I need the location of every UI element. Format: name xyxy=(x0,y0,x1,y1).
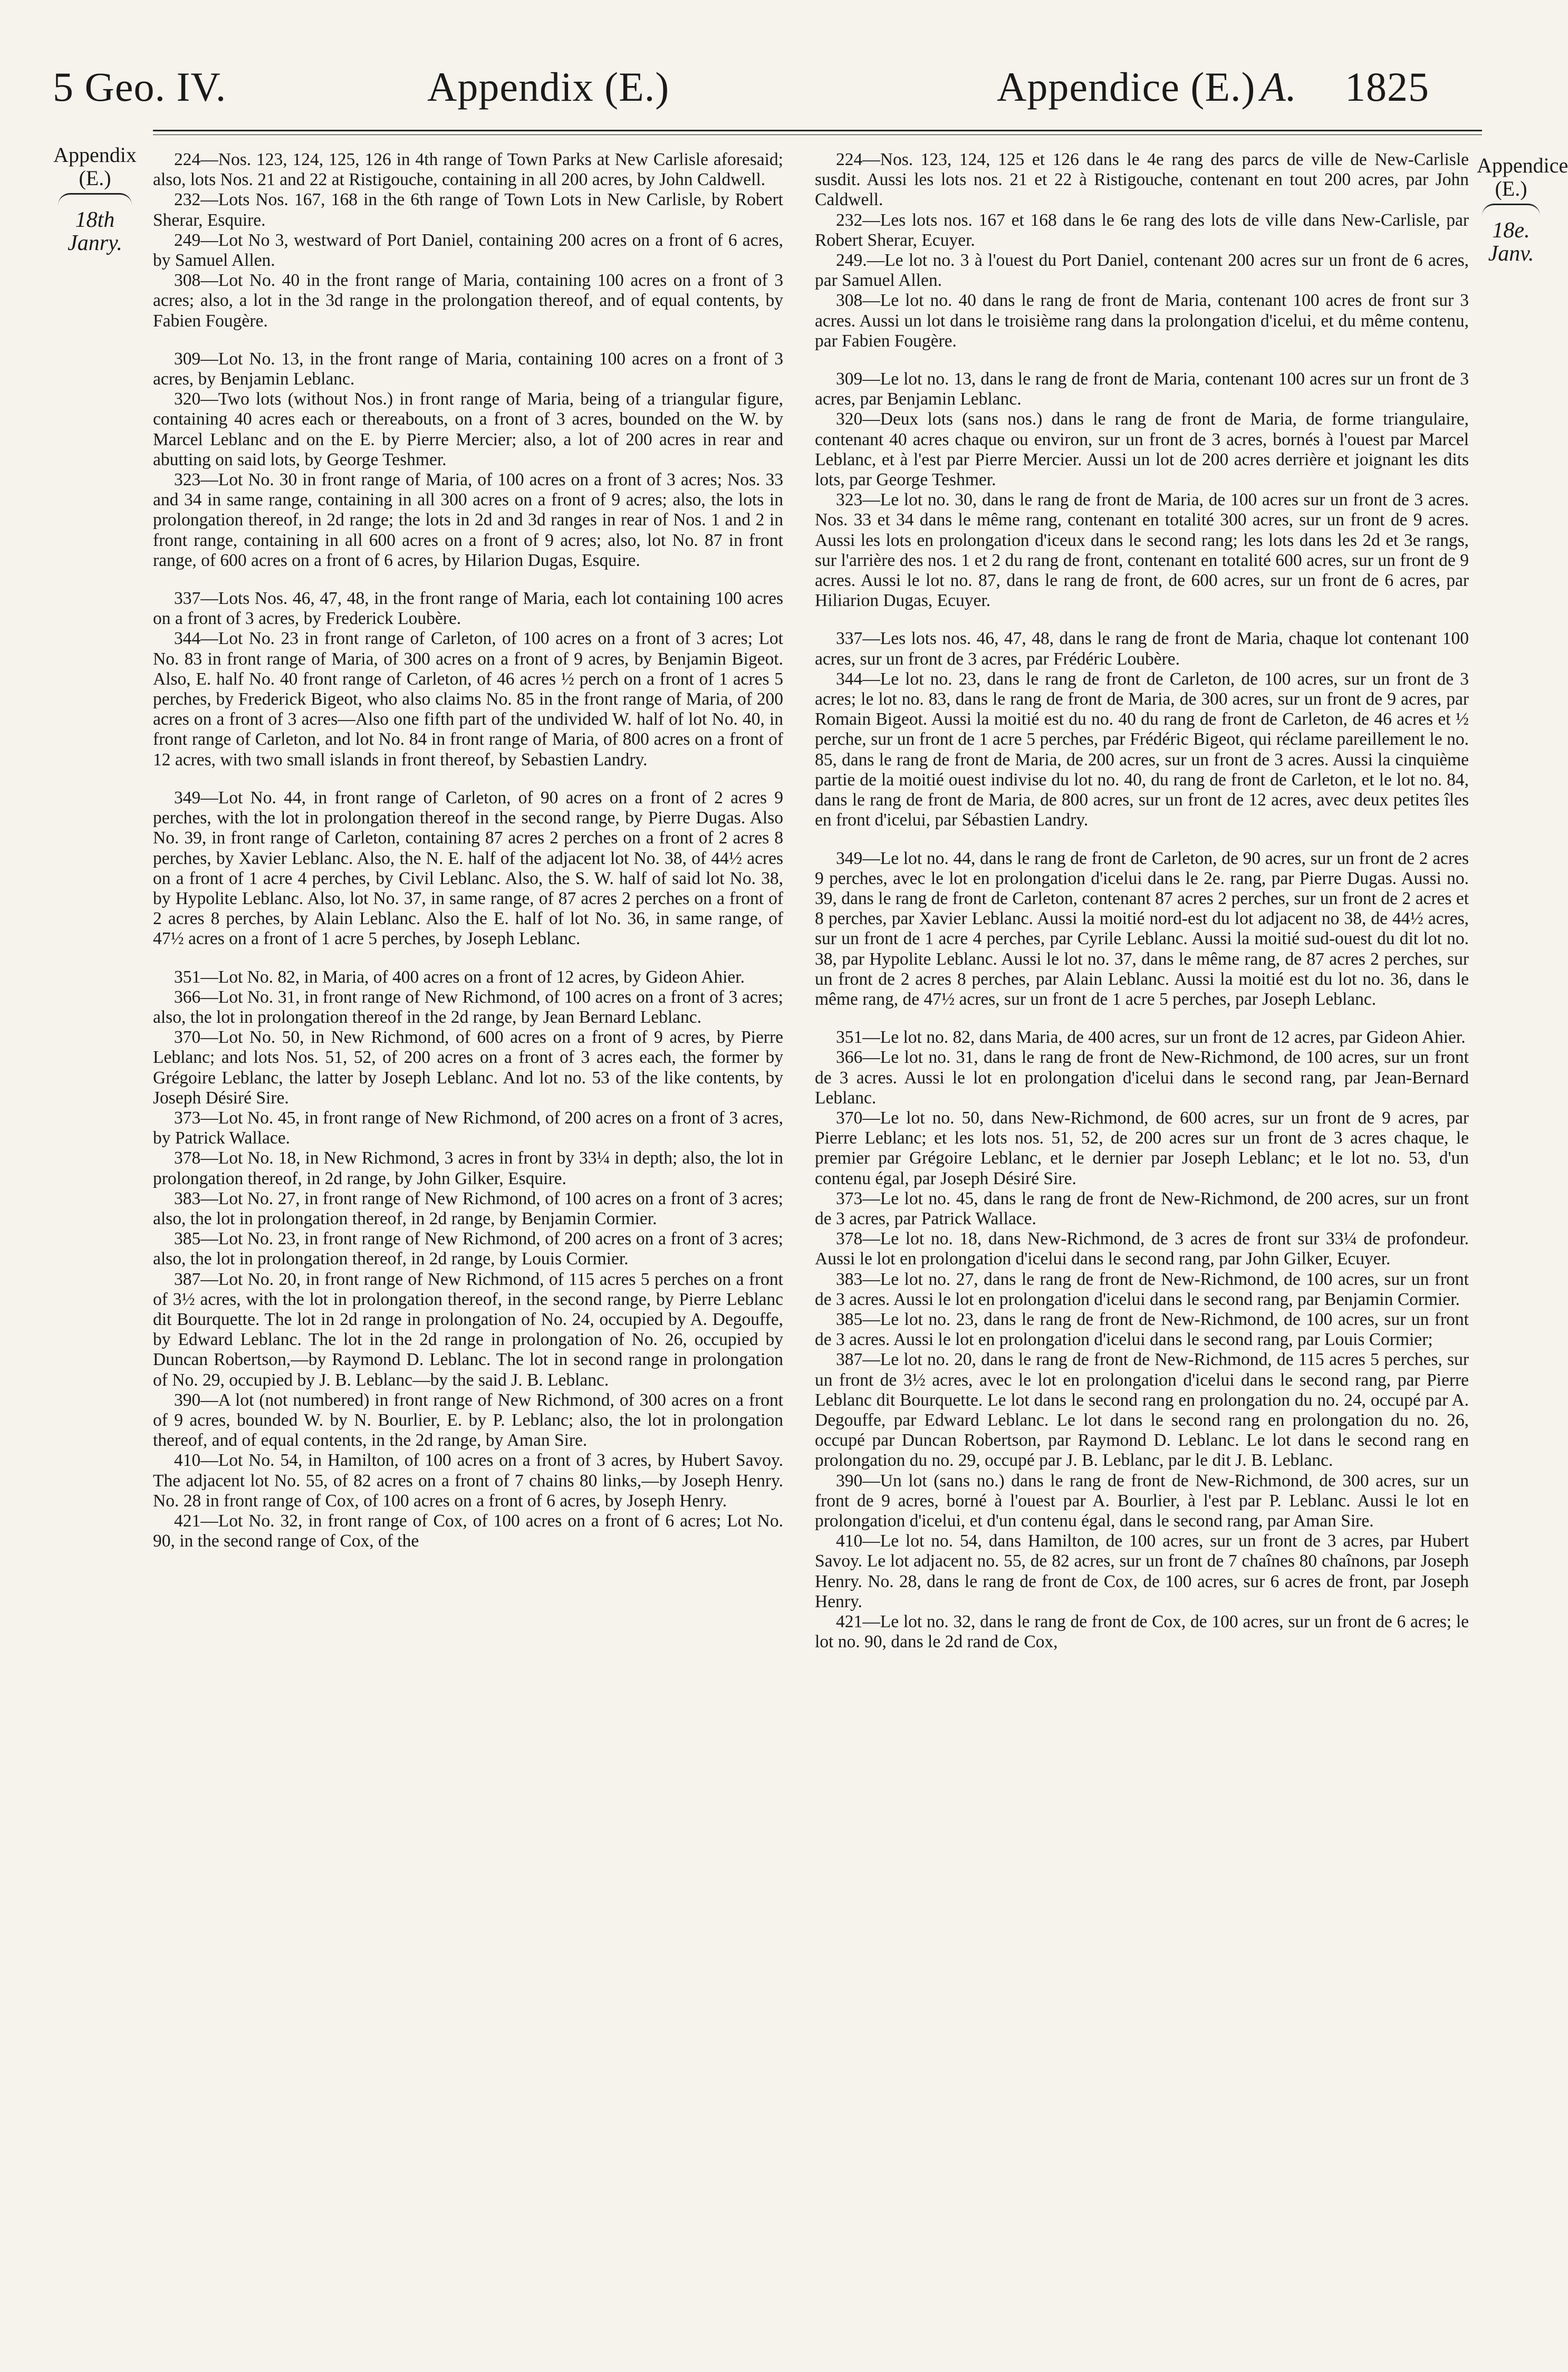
entry-paragraph: 370—Le lot no. 50, dans New-Richmond, de 600 acres, sur un front de 9 acres, par Pierre Leblanc; et les lots nos. 51, 52, de 200 acres sur un front de 3 acres chaque, le premier par Grégoire Leblanc, et le dernier par Joseph Leblanc; et le lot no. 53, d'un contenu égal, par Joseph Désiré Sire. xyxy=(815,1108,1469,1188)
entry-paragraph: 378—Le lot no. 18, dans New-Richmond, de 3 acres de front sur 33¼ de profondeur. Aussi le lot en prolongation d'icelui dans le second rang, par John Gilker, Ecuyer. xyxy=(815,1229,1469,1269)
header-appendix-en: Appendix (E.) xyxy=(427,64,670,110)
entry-paragraph: 378—Lot No. 18, in New Richmond, 3 acres in front by 33¼ in depth; also, the lot in prolongation thereof, in 2d range, by John Gilker, Esquire. xyxy=(153,1148,783,1188)
entry-paragraph: 383—Le lot no. 27, dans le rang de front de New-Richmond, de 100 acres, sur un front de 3 acres. Aussi le lot en prolongation d'icelui dans le second rang, par Benjamin Cormier. xyxy=(815,1269,1469,1309)
page-header xyxy=(47,63,1482,127)
entry-paragraph: 387—Lot No. 20, in front range of New Richmond, of 115 acres 5 perches on a front of 3½ acres, with the lot in prolongation thereof, in the second range, by Pierre Leblanc dit Bourquette. The lot in 2d range in prolongation of No. 24, occupied by A. Degouffe, by Edward Leblanc. The lot in the 2d range in prolongation of No. 26, occupied by Duncan Robertson,—by Raymond D. Leblanc. The lot in second range in prolongation of No. 29, occupied by J. B. Leblanc—by the said J. B. Leblanc. xyxy=(153,1269,783,1390)
entry-paragraph: 249.—Le lot no. 3 à l'ouest du Port Daniel, contenant 200 acres sur un front de 6 acres, par Samuel Allen. xyxy=(815,251,1469,291)
entry-paragraph: 366—Le lot no. 31, dans le rang de front de New-Richmond, de 100 acres, sur un front de 3 acres. Aussi le lot en prolongation d'icelui dans le second rang, par Jean-Bernard Leblanc. xyxy=(815,1048,1469,1108)
entry-paragraph: 323—Lot No. 30 in front range of Maria, of 100 acres on a front of 3 acres; Nos. 33 and 34 in same range, containing in all 300 acres on a front of 9 acres; also, the lots in prolongation thereof, in 2d range; the lots in 2d and 3d ranges in rear of Nos. 1 and 2 in front range, containing in all 600 acres on a front of 9 acres; also, lot No. 87 in front range, of 600 acres on a front of 6 acres, by Hilarion Dugas, Esquire. xyxy=(153,470,783,570)
entry-paragraph: 224—Nos. 123, 124, 125, 126 in 4th range of Town Parks at New Carlisle aforesaid; also, lots Nos. 21 and 22 at Ristigouche, containing in all 200 acres, by John Caldwell. xyxy=(153,150,783,190)
margin-note-left xyxy=(53,143,137,255)
entry-paragraph: 373—Le lot no. 45, dans le rang de front de New-Richmond, de 200 acres, sur un front de 3 acres, par Patrick Wallace. xyxy=(815,1188,1469,1228)
entry-paragraph: 366—Lot No. 31, in front range of New Richmond, of 100 acres on a front of 3 acres; also, the lot in prolongation thereof in the 2d range, by Jean Bernard Leblanc. xyxy=(153,987,783,1027)
entry-paragraph: 351—Le lot no. 82, dans Maria, de 400 acres, sur un front de 12 acres, par Gideon Ahier. xyxy=(836,1027,1466,1048)
margin-right-date: 18e. Janv. xyxy=(1488,218,1534,266)
entry-paragraph: 320—Two lots (without Nos.) in front range of Maria, being of a triangular figure, containing 40 acres each or thereabouts, on a front of 3 acres, bounded on the W. by Marcel Leblanc and on the E. by Pierre Mercier; also, a lot of 200 acres in rear and abutting on said lots, by George Teshmer. xyxy=(153,389,783,469)
margin-right-brace xyxy=(1482,204,1540,216)
entry-paragraph: 370—Lot No. 50, in New Richmond, of 600 acres on a front of 9 acres, by Pierre Leblanc; and lots Nos. 51, 52, of 200 acres on a front of 3 acres each, the former by Grégoire Leblanc, the latter by Joseph Leblanc. And lot no. 53 of the like contents, by Joseph Désiré Sire. xyxy=(153,1027,783,1108)
entry-paragraph: 351—Lot No. 82, in Maria, of 400 acres on a front of 12 acres, by Gideon Ahier. xyxy=(174,967,745,987)
entry-paragraph: 387—Le lot no. 20, dans le rang de front de New-Richmond, de 115 acres 5 perches, sur un front de 3½ acres, avec le lot en prolongation d'icelui dans le second rang, par Pierre Leblanc dit Bourquette. Le lot dans le second rang en prolongation du no. 24, occupé par A. Degouffe, par Edward Leblanc. Le lot dans le second rang en prolongation du no. 26, occupé par Duncan Robertson, par Raymond D. Leblanc. Le lot dans le second rang en prolongation du no. 29, occupé par J. B. Leblanc, par le dit J. B. Leblanc. xyxy=(815,1350,1469,1471)
entry-paragraph: 390—Un lot (sans no.) dans le rang de front de New-Richmond, de 300 acres, sur un front de 9 acres, borné à l'ouest par A. Bourlier, à l'est par P. Leblanc. Aussi le lot en prolongation d'icelui, et d'un contenu égal, dans le second rang, par Aman Sire. xyxy=(815,1471,1469,1531)
entry-paragraph: 344—Le lot no. 23, dans le rang de front de Carleton, de 100 acres, sur un front de 3 acres; le lot no. 83, dans le rang de front de Maria, de 300 acres, sur un front de 9 acres, par Romain Bigeot. Aussi la moitié est du no. 40 du rang de front de Carleton, de 46 acres et ½ perche, sur un front de 1 acre 5 perches, par Frédéric Bigeot, qui réclame pareillement le no. 85, dans le rang de front de Maria, de 200 acres, sur un front de 3 acres. Aussi la cinquième partie de la moitié ouest indivise du lot no. 40, du rang de front de Carleton, et le lot no. 84, dans le rang de front de Maria, de 800 acres, sur un front de 12 acres, avec deux petites îles en front d'icelui, par Sébastien Landry. xyxy=(815,669,1469,830)
entry-paragraph: 249—Lot No 3, westward of Port Daniel, containing 200 acres on a front of 6 acres, by Samuel Allen. xyxy=(153,230,783,271)
margin-left-sub: (E.) xyxy=(79,166,111,190)
entry-paragraph: 373—Lot No. 45, in front range of New Richmond, of 200 acres on a front of 3 acres, by Patrick Wallace. xyxy=(153,1108,783,1148)
french-column xyxy=(815,150,1469,2355)
margin-left-date: 18th Janry. xyxy=(68,208,122,255)
entry-paragraph: 383—Lot No. 27, in front range of New Richmond, of 100 acres on a front of 3 acres; also, the lot in prolongation thereof, in 2d range, by Benjamin Cormier. xyxy=(153,1188,783,1228)
entry-paragraph: 224—Nos. 123, 124, 125 et 126 dans le 4e rang des parcs de ville de New-Carlisle susdit. Aussi les lots nos. 21 et 22 à Ristigouche, contenant en tout 200 acres, par John Caldwell. xyxy=(815,150,1469,210)
entry-paragraph: 385—Lot No. 23, in front range of New Richmond, of 200 acres on a front of 3 acres; also, the lot in prolongation thereof, in 2d range, by Louis Cormier. xyxy=(153,1229,783,1269)
entry-paragraph: 390—A lot (not numbered) in front range of New Richmond, of 300 acres on a front of 9 acres, bounded W. by N. Bourlier, E. by P. Leblanc; also, the lot in prolongation thereof, and of equal contents, in the 2d range, by Aman Sire. xyxy=(153,1390,783,1451)
entry-paragraph: 421—Le lot no. 32, dans le rang de front de Cox, de 100 acres, sur un front de 6 acres; le lot no. 90, dans le 2d rand de Cox, xyxy=(815,1612,1469,1652)
margin-right-label: Appendice xyxy=(1477,153,1568,177)
entry-paragraph: 349—Lot No. 44, in front range of Carleton, of 90 acres on a front of 2 acres 9 perches, with the lot in prolongation thereof in the second range, by Pierre Dugas. Also No. 39, in front range of Carleton, containing 87 acres 2 perches on a front of 2 acres 8 perches, by Xavier Leblanc. Also, the N. E. half of the adjacent lot No. 38, of 44½ acres on a front of 1 acre 4 perches, by Civil Leblanc. Also, the S. W. half of said lot No. 38, by Hypolite Leblanc. Also, lot No. 37, in same range, of 87 acres 2 perches on a front of 2 acres 8 perches, by Alain Leblanc. Also the E. half of lot No. 36, in same range, of 47½ acres on a front of 1 acre 5 perches, by Joseph Leblanc. xyxy=(153,788,783,949)
margin-right-sub: (E.) xyxy=(1495,177,1527,200)
header-reign: 5 Geo. IV. xyxy=(53,64,227,110)
entry-paragraph: 232—Les lots nos. 167 et 168 dans le 6e rang des lots de ville dans New-Carlisle, par Robert Sherar, Ecuyer. xyxy=(815,210,1469,250)
entry-paragraph: 323—Le lot no. 30, dans le rang de front de Maria, de 100 acres sur un front de 3 acres. Nos. 33 et 34 dans le même rang, contenant en totalité 300 acres, sur un front de 9 acres. Aussi les lots en prolongation d'iceux dans le second rang; les lots dans les 2d et 3e rangs, sur l'arrière des nos. 1 et 2 du rang de front, contenant en totalité 600 acres, sur un front de 9 acres. Aussi le lot no. 87, dans le rang de front, de 600 acres, sur un front de 6 acres, par Hiliarion Dugas, Ecuyer. xyxy=(815,490,1469,611)
entry-paragraph: 349—Le lot no. 44, dans le rang de front de Carleton, de 90 acres, sur un front de 2 acres 9 perches, avec le lot en prolongation d'icelui dans le 2e. rang, par Pierre Dugas. Aussi no. 39, dans le rang de front de Carleton, contenant 87 acres 2 perches, sur un front de 2 acres et 8 perches, par Xavier Leblanc. Aussi la moitié nord-est du lot adjacent no 38, de 44½ acres, sur un front de 1 acre 4 perches, par Cyrile Leblanc. Aussi la moitié sud-ouest du dit lot no. 38, par Hypolite Leblanc. Aussi le lot no. 37, dans le même rang, de 87 acres 2 perches, sur un front de 2 acres 8 perches, par Alain Leblanc. Aussi la moitié est du lot no. 36, dans le même rang, de 47½ acres, sur un front de 1 acre 5 perches, par Joseph Leblanc. xyxy=(815,848,1469,1009)
entry-paragraph: 410—Lot No. 54, in Hamilton, of 100 acres on a front of 3 acres, by Hubert Savoy. The adjacent lot No. 55, of 82 acres on a front of 7 chains 80 links,—by Joseph Henry. No. 28 in front range of Cox, of 100 acres on a front of 6 acres, by Joseph Henry. xyxy=(153,1451,783,1511)
margin-left-brace xyxy=(58,193,132,205)
entry-paragraph: 232—Lots Nos. 167, 168 in the 6th range of Town Lots in New Carlisle, by Robert Sherar, Esquire. xyxy=(153,190,783,230)
header-letter: A. xyxy=(1261,64,1297,110)
header-year: 1825 xyxy=(1345,64,1429,110)
entry-paragraph: 308—Lot No. 40 in the front range of Maria, containing 100 acres on a front of 3 acres; also, a lot in the 3d range in the prolongation thereof, and of equal contents, by Fabien Fougère. xyxy=(153,271,783,331)
entry-paragraph: 410—Le lot no. 54, dans Hamilton, de 100 acres, sur un front de 3 acres, par Hubert Savoy. Le lot adjacent no. 55, de 82 acres, sur un front de 7 chaînes 80 chaînons, par Joseph Henry. No. 28, dans le rang de front de Cox, de 100 acres, sur 6 acres de front, par Joseph Henry. xyxy=(815,1531,1469,1611)
entry-paragraph: 308—Le lot no. 40 dans le rang de front de Maria, contenant 100 acres de front sur 3 acres. Aussi un lot dans le troisième rang dans la prolongation d'icelui, et du même contenu, par Fabien Fougère. xyxy=(815,291,1469,351)
entry-paragraph: 344—Lot No. 23 in front range of Carleton, of 100 acres on a front of 3 acres; Lot No. 83 in front range of Maria, of 300 acres on a front of 9 acres, by Benjamin Bigeot. Also, E. half No. 40 front range of Carleton, of 46 acres ½ perch on a front of 1 acres 5 perches, by Frederick Bigeot, who also claims No. 85 in the front range of Maria, of 200 acres on a front of 3 acres—Also one fifth part of the undivided W. half of lot No. 40, in front range of Carleton, and lot No. 84 in front range of Maria, of 800 acres on a front of 12 acres, with two small islands in front thereof, by Sebastien Landry. xyxy=(153,629,783,770)
entry-paragraph: 309—Lot No. 13, in the front range of Maria, containing 100 acres on a front of 3 acres, by Benjamin Leblanc. xyxy=(153,349,783,389)
entry-paragraph: 421—Lot No. 32, in front range of Cox, of 100 acres on a front of 6 acres; Lot No. 90, in the second range of Cox, of the xyxy=(153,1511,783,1551)
entry-paragraph: 320—Deux lots (sans nos.) dans le rang de front de Maria, de forme triangulaire, contenant 40 acres chaque ou environ, sur un front de 3 acres, bornés à l'ouest par Marcel Leblanc, et à l'est par Pierre Mercier. Aussi un lot de 200 acres derrière et joignant les dits lots, par George Teshmer. xyxy=(815,409,1469,490)
header-rule xyxy=(153,130,1482,131)
entry-paragraph: 337—Les lots nos. 46, 47, 48, dans le rang de front de Maria, chaque lot contenant 100 acres, sur un front de 3 acres, par Frédéric Loubère. xyxy=(815,629,1469,669)
english-column xyxy=(153,150,783,2355)
margin-left-label: Appendix xyxy=(53,143,137,167)
margin-note-right xyxy=(1477,153,1568,266)
header-appendix-fr: Appendice (E.) xyxy=(997,64,1256,110)
entry-paragraph: 309—Le lot no. 13, dans le rang de front de Maria, contenant 100 acres sur un front de 3 acres, par Benjamin Leblanc. xyxy=(815,369,1469,409)
entry-paragraph: 337—Lots Nos. 46, 47, 48, in the front range of Maria, each lot containing 100 acres on a front of 3 acres, by Frederick Loubère. xyxy=(153,589,783,629)
entry-paragraph: 385—Le lot no. 23, dans le rang de front de New-Richmond, de 100 acres, sur un front de 3 acres. Aussi le lot en prolongation d'icelui dans le second rang, par Louis Cormier; xyxy=(815,1309,1469,1350)
